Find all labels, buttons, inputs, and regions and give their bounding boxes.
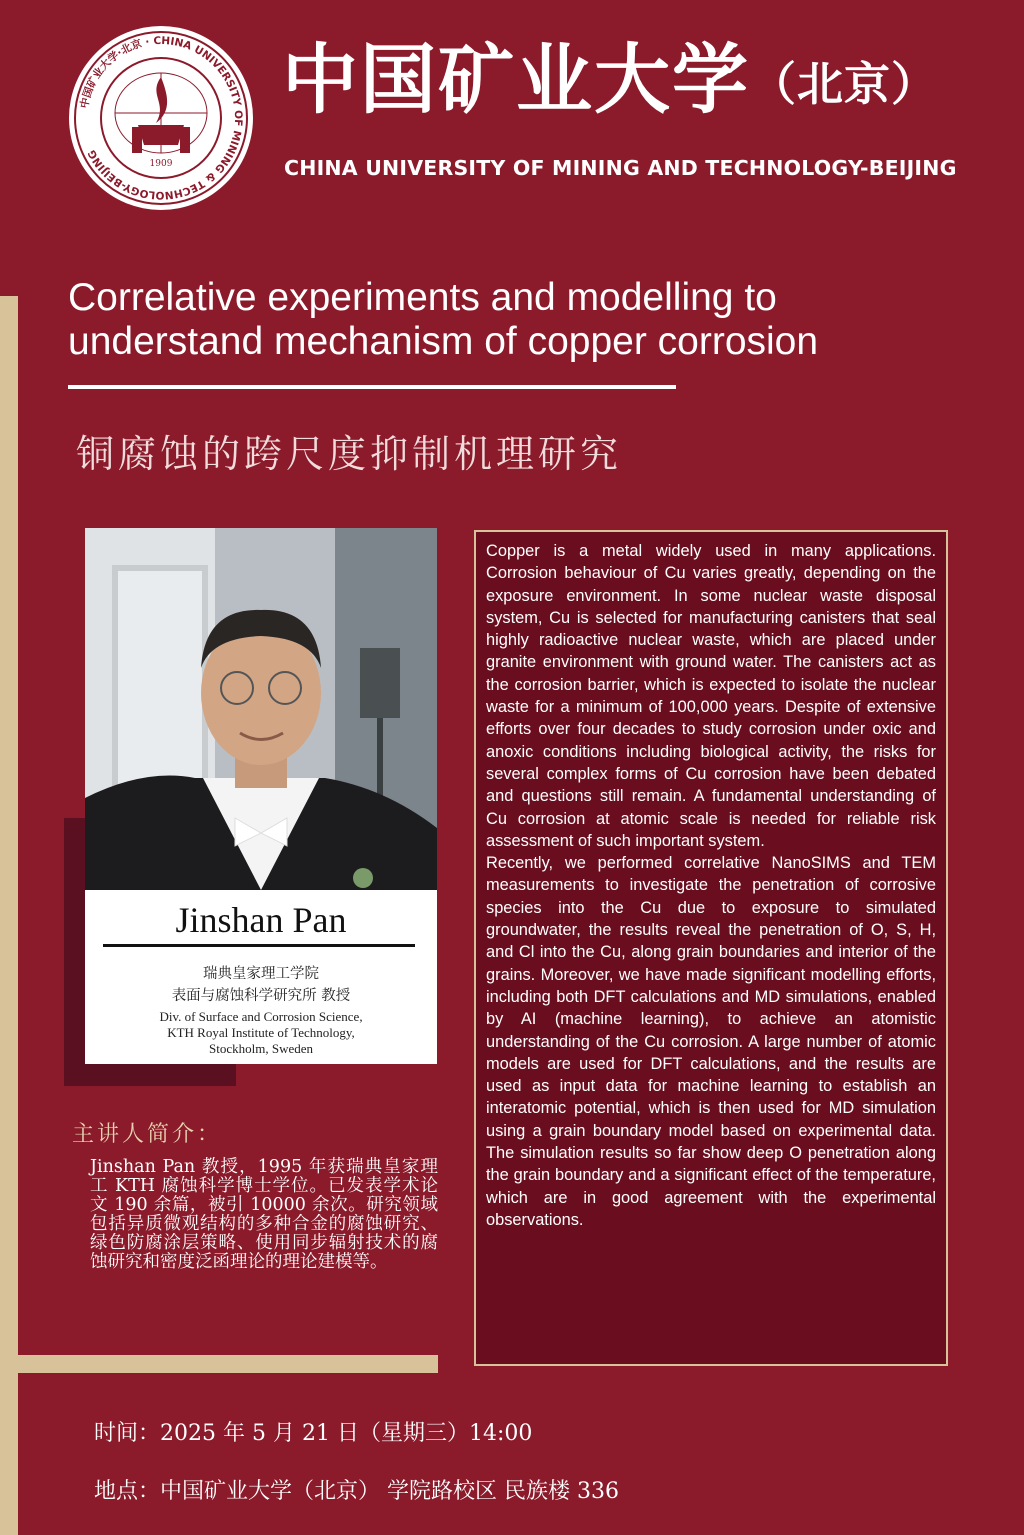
svg-text:1909: 1909 (149, 159, 173, 169)
speaker-name: Jinshan Pan (175, 900, 347, 940)
title-underline (68, 385, 676, 389)
affiliation-cn-1: 瑞典皇家理工学院 (203, 966, 319, 982)
gold-side-bar (0, 296, 18, 1535)
bio-label: 主讲人简介： (72, 1122, 223, 1147)
svg-text:中国矿业大学·北京 · CHINA UNIVERSITY O: 中国矿业大学·北京 · CHINA UNIVERSITY OF MINING & TECHNOLOGY-BEIJING (78, 34, 245, 202)
abstract-paragraph-1: Copper is a metal widely used in many applications. Corrosion behaviour of Cu varies greatly, depending on the exposure environment. In some nuclear waste disposal system, Cu is selected for manufacturing canisters that seal highly radioactive nuclear waste, which are placed under granite environment with ground water. The canisters act as the corrosion barrier, which is expected to isolate the nuclear waste for a minimum of 100,000 years. Despite of extensive efforts over four decades to study corrosion under oxic and anoxic conditions including biological activity, the risks for several complex forms of Cu corrosion have been debated and questions still remain. A fundamental understanding of Cu corrosion at atomic scale is needed for reliable risk assessment of such important system. (486, 542, 936, 850)
abstract-paragraph-2: Recently, we performed correlative NanoSIMS and TEM measurements to investigate the penetration of corrosive species into the Cu due to exposure to simulated groundwater, the results reveal the penetration of O, S, H, and Cl into the Cu, along grain boundaries and interior of the grains. Moreover, we have made significant modelling efforts, including both DFT calculations and MD simulations, enabled by AI (machine learning), to achieve an atomistic understanding of the Cu corrosion. A large number of atomic models are used for DFT calculations, and the results are used as input data for machine learning to establish an interatomic potential, which is then used for MD simulation using a grain boundary model based on experimental data. The simulation results so far show deep O penetration along the grain boundary and a significant effect of the temperature, which are in good agreement with the experimental observations. (486, 854, 936, 1229)
talk-title-cn: 铜腐蚀的跨尺度抑制机理研究 (76, 432, 623, 476)
university-name-cn: 中国矿业大学（北京） (282, 35, 938, 124)
affiliation-en-2: KTH Royal Institute of Technology, (167, 1025, 355, 1040)
name-underline (103, 944, 415, 947)
abstract-text (486, 540, 936, 1231)
talk-title-en: Correlative experiments and modelling to understand mechanism of copper corrosion (68, 276, 819, 363)
gold-divider-bar (18, 1355, 438, 1373)
abstract-box (474, 530, 948, 1366)
university-logo (68, 25, 254, 211)
affiliation-en-1: Div. of Surface and Corrosion Science, (159, 1009, 363, 1024)
affiliation-cn-2: 表面与腐蚀科学研究所 教授 (171, 988, 351, 1004)
speaker-card (85, 528, 437, 1064)
bio-text: Jinshan Pan 教授，1995 年获瑞典皇家理工 KTH 腐蚀科学博士学位。已发表学术论文 190 余篇，被引 10000 余次。研究领域包括异质微观结构的多种合金的腐蚀研究、绿色防腐涂层策略、使用同步辐射技术的腐蚀研究和密度泛函理论的理论建模等。 (90, 1157, 438, 1272)
event-time: 时间：2025 年 5 月 21 日（星期三）14:00 (94, 1421, 533, 1446)
affiliation-en-3: Stockholm, Sweden (209, 1041, 313, 1056)
event-location: 地点：中国矿业大学（北京） 学院路校区 民族楼 336 (94, 1479, 619, 1504)
university-name-en: CHINA UNIVERSITY OF MINING AND TECHNOLOGY-BEIJING (284, 156, 957, 180)
speaker-photo (85, 528, 437, 890)
